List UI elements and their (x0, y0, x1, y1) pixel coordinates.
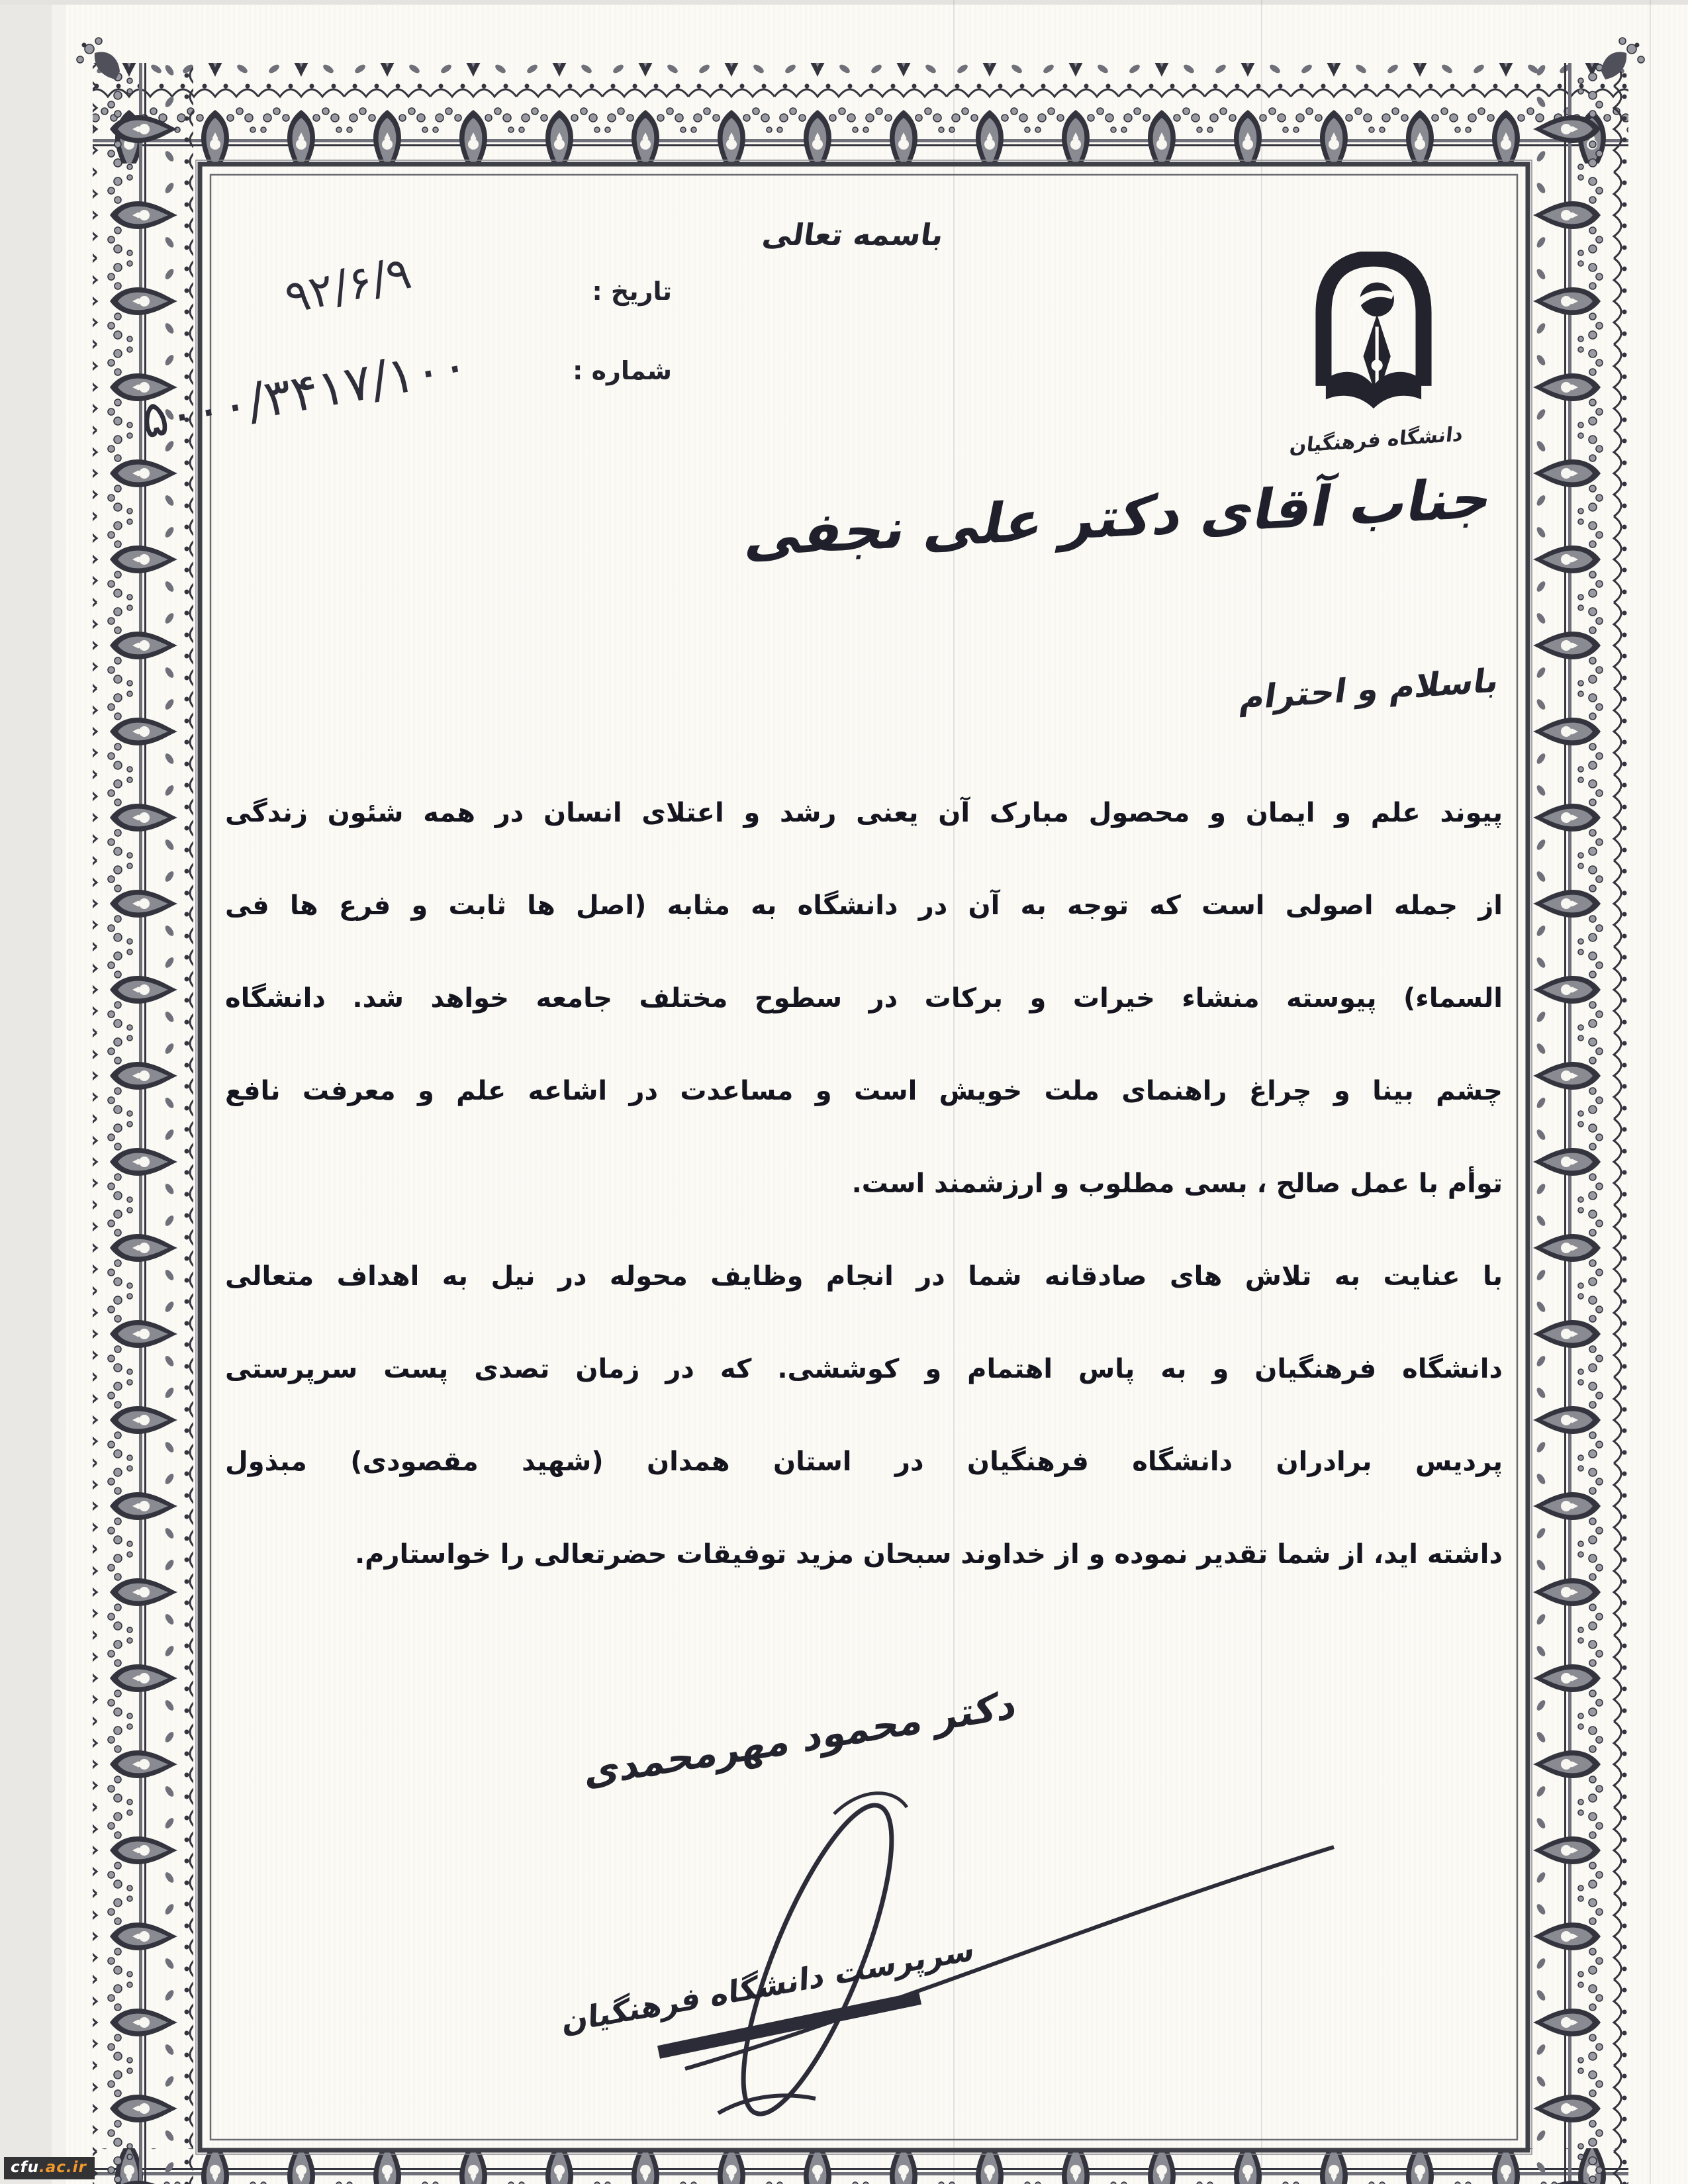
handwritten-number-value: ۵۰۰۰/۳۴۱۷/۱۰۰ (136, 334, 473, 450)
letter-body (225, 767, 1503, 1601)
body-line: پردیس برادران دانشگاه فرهنگیان در استان همدان (شهید مقصودی) مبذول (225, 1447, 1503, 1477)
body-line: توأم با عمل صالح ، بسی مطلوب و ارزشمند است. (851, 1168, 1503, 1199)
watermark-suffix: .ac.ir (39, 2159, 87, 2176)
body-line: با عنایت به تلاش های صادقانه شما در انجام وظایف محوله در نیل به اهداف متعالی (225, 1261, 1503, 1292)
logo-emblem-icon (1305, 252, 1442, 422)
body-line: چشم بینا و چراغ راهنمای ملت خویش است و مساعدت در اشاعه علم و معرفت نافع (225, 1076, 1503, 1106)
date-label: تاریخ : (592, 277, 672, 306)
salutation-line: باسلام و احترام (1237, 661, 1502, 718)
body-line: پیوند علم و ایمان و محصول مبارک آن یعنی رشد و اعتلای انسان در همه شئون زندگی (225, 798, 1503, 828)
body-line: داشته اید، از شما تقدیر نموده و از خداوند سبحان مزید توفیقات حضرتعالی را خواستارم. (354, 1539, 1503, 1570)
number-label: شماره : (573, 356, 672, 385)
body-line: از جمله اصولی است که توجه به آن در دانشگاه به مثابه (اصل ها ثابت و فرع ها فی (225, 890, 1503, 921)
addressee-line: جناب آقای دکتر علی نجفی (741, 465, 1499, 569)
handwritten-date-value: ۹۲/۶/۹ (280, 246, 416, 325)
watermark-cfu (4, 2157, 95, 2179)
watermark-prefix: cfu (11, 2159, 40, 2176)
signatory-title: سرپرست دانشگاه فرهنگیان (561, 1930, 975, 2040)
logo-wordmark: دانشگاه فرهنگیان (1288, 422, 1464, 458)
body-line: السماء) پیوسته منشاء خیرات و برکات در سطوح مختلف جامعه خواهد شد. دانشگاه (225, 983, 1503, 1014)
body-line: دانشگاه فرهنگیان و به پاس اهتمام و کوششی. که در زمان تصدی پست سرپرستی (225, 1354, 1503, 1384)
bismillah-heading: باسمه تعالی (760, 217, 946, 252)
farhangian-university-logo (1305, 252, 1464, 425)
signatory-name: دکتر محمود مهرمحمدی (584, 1681, 1018, 1796)
